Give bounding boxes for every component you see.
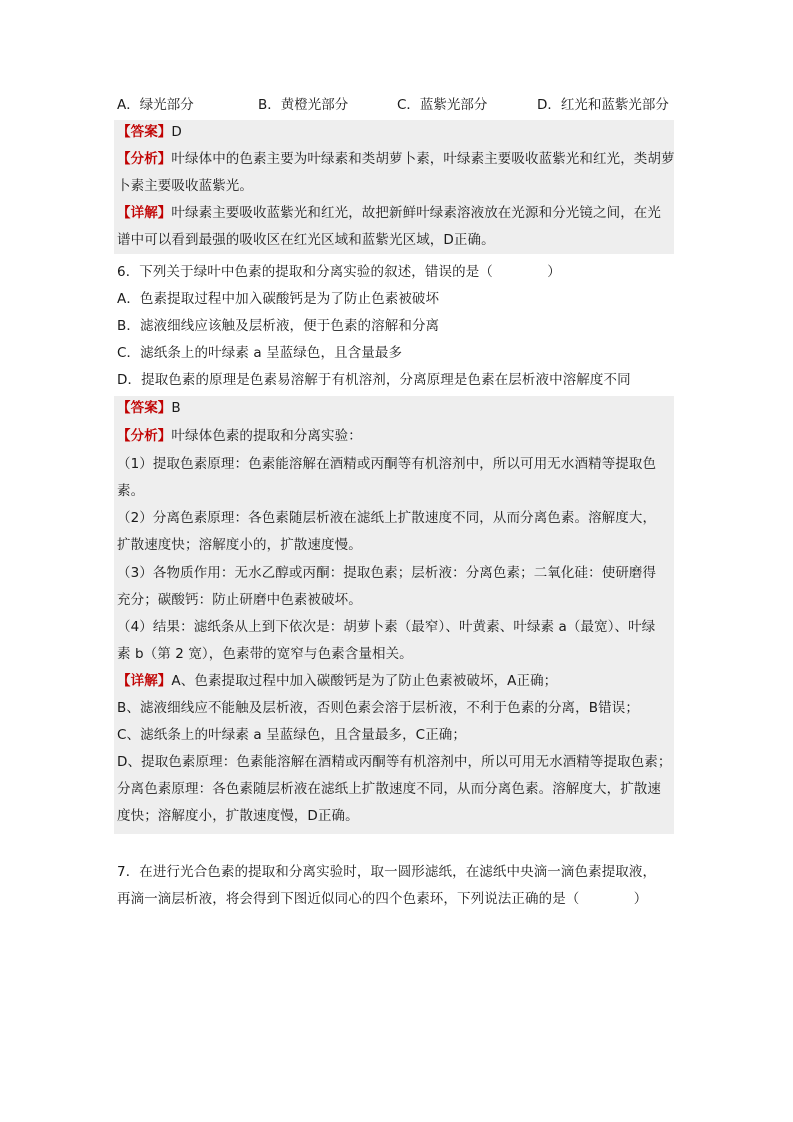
q6-analysis-line: （1）提取色素原理：色素能溶解在酒精或丙酮等有机溶剂中，所以可用无水酒精等提取色 <box>117 456 657 472</box>
q7-stem-line: 再滴一滴层析液，将会得到下图近似同心的四个色素环，下列说法正确的是（ ） <box>117 891 648 907</box>
q7-stem-line: 7．在进行光合色素的提取和分离实验时，取一圆形滤纸，在滤纸中央滴一滴色素提取液， <box>117 864 657 880</box>
analysis-tag: 【分析】 <box>117 428 172 444</box>
q6-detail-line: 度快；溶解度小，扩散速度慢，D正确。 <box>117 808 359 824</box>
analysis-text: 叶绿体色素的提取和分离实验： <box>171 428 362 444</box>
q5-option-b: B．黄橙光部分 <box>258 97 349 113</box>
q5-option-a: A．绿光部分 <box>117 97 194 113</box>
analysis-text: 叶绿体中的色素主要为叶绿素和类胡萝卜素，叶绿素主要吸收蓝紫光和红光，类胡萝 <box>171 151 675 167</box>
q5-detail-line <box>117 203 661 223</box>
q6-analysis-line: （4）结果：滤纸条从上到下依次是：胡萝卜素（最窄）、叶黄素、叶绿素 a（最宽）、叶绿 <box>117 619 656 635</box>
analysis-tag: 【分析】 <box>117 151 172 167</box>
q6-option-b: B．滤液细线应该触及层析液，便于色素的溶解和分离 <box>117 318 440 334</box>
detail-text: A、色素提取过程中加入碳酸钙是为了防止色素被破坏，A正确； <box>171 673 558 689</box>
q5-detail-line: 谱中可以看到最强的吸收区在红光区域和蓝紫光区域，D正确。 <box>117 232 495 248</box>
q6-option-a: A．色素提取过程中加入碳酸钙是为了防止色素被破坏 <box>117 291 440 307</box>
answer-tag: 【答案】 <box>117 400 172 416</box>
q6-analysis-line: 充分；碳酸钙：防止研磨中色素被破坏。 <box>117 592 362 608</box>
q6-detail-line: D、提取色素原理：色素能溶解在酒精或丙酮等有机溶剂中，所以可用无水酒精等提取色素； <box>117 754 672 770</box>
q6-stem: 6．下列关于绿叶中色素的提取和分离实验的叙述，错误的是（ ） <box>117 264 561 280</box>
q6-analysis-line: 扩散速度快；溶解度小的，扩散速度慢。 <box>117 537 362 553</box>
detail-text: 叶绿素主要吸收蓝紫光和红光，故把新鲜叶绿素溶液放在光源和分光镜之间，在光 <box>171 205 662 221</box>
q6-analysis-line <box>117 426 362 446</box>
q6-option-d: D．提取色素的原理是色素易溶解于有机溶剂，分离原理是色素在层析液中溶解度不同 <box>117 372 631 388</box>
q6-detail-line <box>117 671 557 691</box>
q5-answer <box>117 122 182 142</box>
q6-option-c: C．滤纸条上的叶绿素 a 呈蓝绿色，且含量最多 <box>117 345 403 361</box>
q6-analysis-line: （2）分离色素原理：各色素随层析液在滤纸上扩散速度不同，从而分离色素。溶解度大， <box>117 510 657 526</box>
q5-analysis-line <box>117 149 675 169</box>
detail-tag: 【详解】 <box>117 205 172 221</box>
q6-detail-line: 分离色素原理：各色素随层析液在滤纸上扩散速度不同，从而分离色素。溶解度大，扩散速 <box>117 781 661 797</box>
answer-text: D <box>171 124 182 140</box>
q6-detail-line: B、滤液细线应不能触及层析液，否则色素会溶于层析液，不利于色素的分离，B错误； <box>117 700 639 716</box>
q5-option-c: C．蓝紫光部分 <box>397 97 488 113</box>
detail-tag: 【详解】 <box>117 673 172 689</box>
q6-analysis-line: 素 b（第 2 宽），色素带的宽窄与色素含量相关。 <box>117 646 413 662</box>
q5-option-d: D．红光和蓝紫光部分 <box>537 97 669 113</box>
answer-text: B <box>171 400 181 416</box>
q5-analysis-line: 卜素主要吸收蓝紫光。 <box>117 178 253 194</box>
q6-analysis-line: 素。 <box>117 483 145 499</box>
q6-analysis-line: （3）各物质作用：无水乙醇或丙酮：提取色素；层析液：分离色素；二氧化硅：使研磨得 <box>117 565 657 581</box>
answer-tag: 【答案】 <box>117 124 172 140</box>
q6-answer <box>117 398 181 418</box>
q6-detail-line: C、滤纸条上的叶绿素 a 呈蓝绿色，且含量最多，C正确； <box>117 727 467 743</box>
